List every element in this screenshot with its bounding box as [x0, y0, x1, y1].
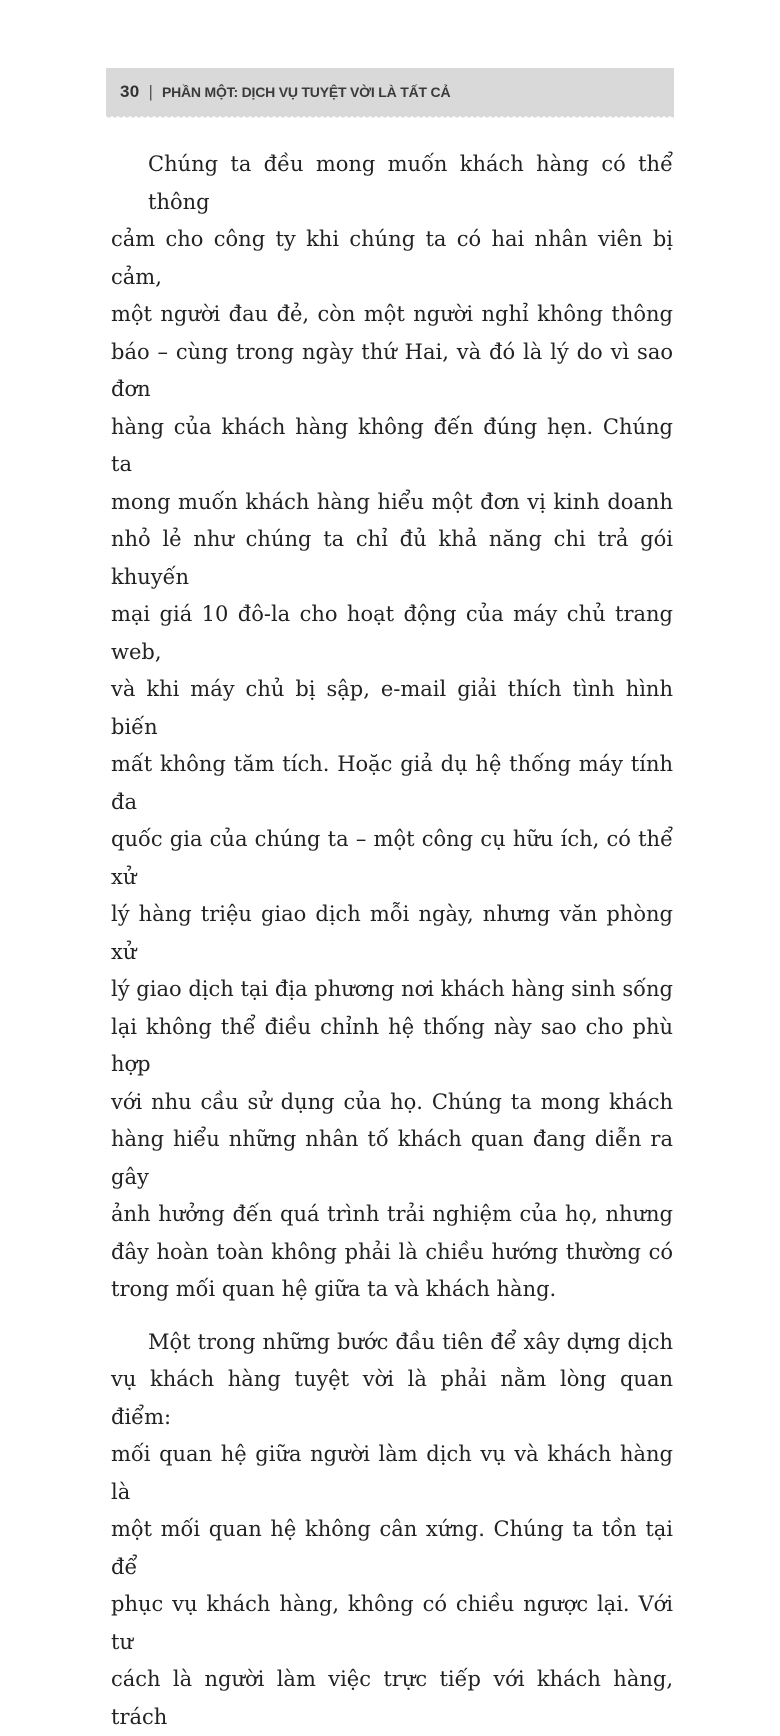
text-line: hàng hiểu những nhân tố khách quan đang diễn ra gây: [111, 1121, 673, 1196]
text-line: một mối quan hệ không cân xứng. Chúng ta tồn tại để: [111, 1511, 673, 1586]
text-line: nhỏ lẻ như chúng ta chỉ đủ khả năng chi trả gói khuyến: [111, 521, 673, 596]
running-head-title: PHẦN MỘT: DỊCH VỤ TUYỆT VỜI LÀ TẤT CẢ: [162, 84, 450, 100]
text-line: cách là người làm việc trực tiếp với khách hàng, trách: [111, 1661, 673, 1736]
header-separator: |: [149, 82, 153, 102]
text-line: hàng của khách hàng không đến đúng hẹn. Chúng ta: [111, 409, 673, 484]
text-line: lại không thể điều chỉnh hệ thống này sao cho phù hợp: [111, 1009, 673, 1084]
text-line: đây hoàn toàn không phải là chiều hướng thường có: [111, 1234, 673, 1272]
text-line: vụ khách hàng tuyệt vời là phải nằm lòng quan điểm:: [111, 1361, 673, 1436]
text-line: mối quan hệ giữa người làm dịch vụ và khách hàng là: [111, 1436, 673, 1511]
text-line: báo – cùng trong ngày thứ Hai, và đó là lý do vì sao đơn: [111, 334, 673, 409]
text-line: ảnh hưởng đến quá trình trải nghiệm của họ, nhưng: [111, 1196, 673, 1234]
text-line: mất không tăm tích. Hoặc giả dụ hệ thống máy tính đa: [111, 746, 673, 821]
text-line: trong mối quan hệ giữa ta và khách hàng.: [111, 1271, 673, 1309]
text-line: phục vụ khách hàng, không có chiều ngược lại. Với tư: [111, 1586, 673, 1661]
text-line: mong muốn khách hàng hiểu một đơn vị kinh doanh: [111, 484, 673, 522]
text-line: Một trong những bước đầu tiên để xây dựng dịch: [111, 1324, 673, 1362]
text-line: với nhu cầu sử dụng của họ. Chúng ta mong khách: [111, 1084, 673, 1122]
paragraph-1: [111, 146, 673, 1309]
text-line: lý giao dịch tại địa phương nơi khách hàng sinh sống: [111, 971, 673, 1009]
text-line: một người đau đẻ, còn một người nghỉ không thông: [111, 296, 673, 334]
text-line: và khi máy chủ bị sập, e-mail giải thích tình hình biến: [111, 671, 673, 746]
text-line: lý hàng triệu giao dịch mỗi ngày, nhưng văn phòng xử: [111, 896, 673, 971]
running-header: [106, 68, 674, 116]
text-line: mại giá 10 đô-la cho hoạt động của máy chủ trang web,: [111, 596, 673, 671]
text-line: quốc gia của chúng ta – một công cụ hữu ích, có thể xử: [111, 821, 673, 896]
text-line: cảm cho công ty khi chúng ta có hai nhân viên bị cảm,: [111, 221, 673, 296]
body-text: [111, 146, 673, 1736]
page-number: 30: [120, 82, 140, 102]
paragraph-2: [111, 1324, 673, 1736]
text-line: Chúng ta đều mong muốn khách hàng có thể thông: [111, 146, 673, 221]
